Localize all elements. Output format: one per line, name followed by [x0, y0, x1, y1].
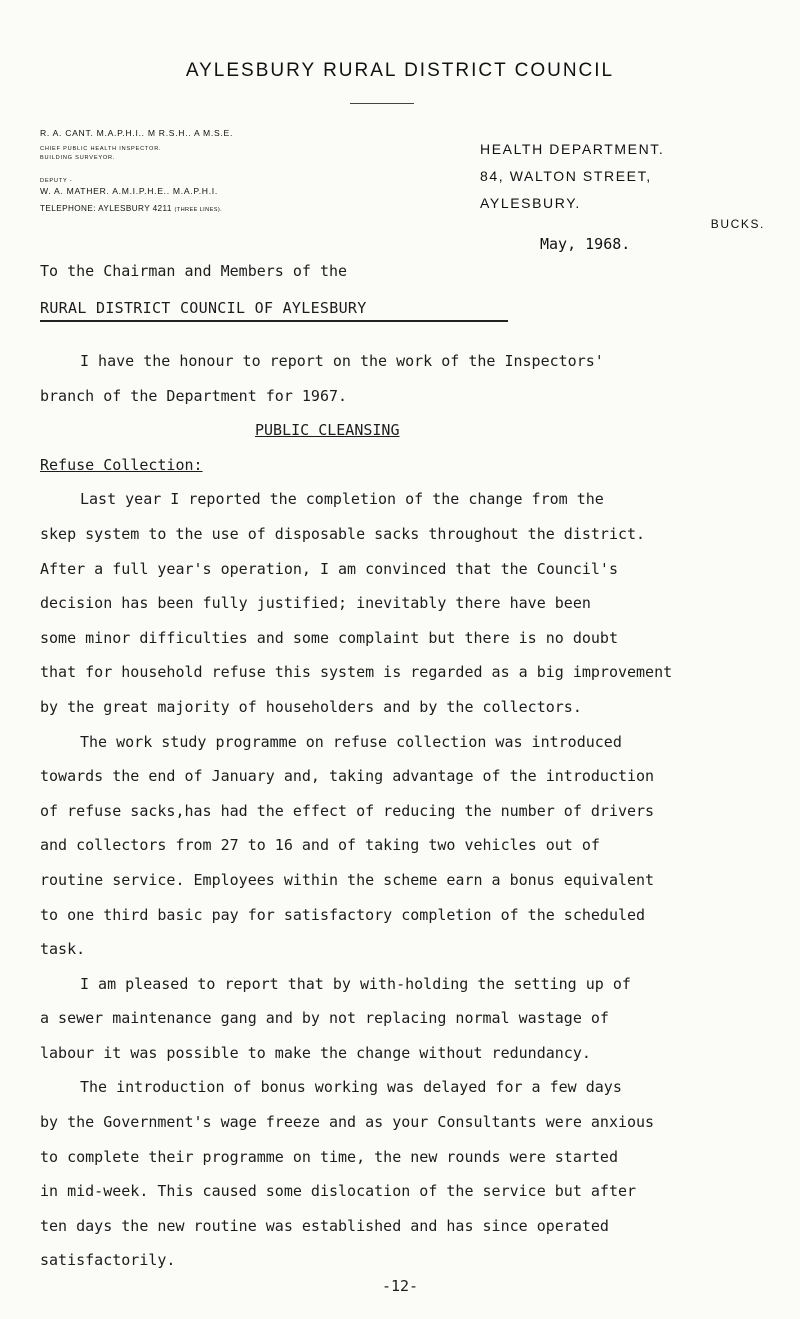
addressee-underline [40, 320, 508, 322]
title-rule [350, 103, 414, 104]
town-name: AYLESBURY. [480, 195, 581, 211]
officer-name: R. A. CANT. M.A.P.H.I.. M R.S.H.. A M.S.E. [40, 128, 234, 138]
telephone-number: TELEPHONE: AYLESBURY 4211 [40, 204, 172, 213]
paragraph-line: After a full year's operation, I am convinced that the Council's [40, 559, 618, 578]
paragraph-line: by the great majority of householders and by the collectors. [40, 697, 582, 716]
paragraph-line: decision has been fully justified; inevitably there have been [40, 594, 591, 613]
letter-date: May, 1968. [540, 235, 631, 253]
telephone-line [40, 204, 233, 213]
intro-line: I have the honour to report on the work of the Inspectors' [80, 352, 604, 370]
telephone-note: (THREE LINES). [174, 207, 223, 213]
council-title: AYLESBURY RURAL DISTRICT COUNCIL [185, 60, 615, 81]
paragraph-line: a sewer maintenance gang and by not replacing normal wastage of [40, 1009, 609, 1028]
paragraph-line: to complete their programme on time, the new rounds were started [40, 1147, 618, 1166]
paragraph-line: that for household refuse this system is regarded as a big improvement [40, 663, 673, 682]
paragraph-line: satisfactorily. [40, 1251, 176, 1270]
paragraph-line: Last year I reported the completion of the change from the [80, 490, 604, 509]
paragraph-line: in mid-week. This caused some dislocation of the service but after [40, 1182, 637, 1201]
address-block [480, 136, 765, 255]
paragraph-line: ten days the new routine was established and has since operated [40, 1216, 609, 1235]
paragraph-line: skep system to the use of disposable sacks throughout the district. [40, 524, 646, 543]
paragraph-line: by the Government's wage freeze and as your Consultants were anxious [40, 1113, 655, 1132]
salutation-line: To the Chairman and Members of the [40, 262, 348, 280]
county-name: BUCKS. [710, 217, 765, 231]
paragraph-line: I am pleased to report that by with-holding the setting up of [80, 974, 631, 993]
deputy-label: DEPUTY - [40, 178, 73, 184]
paragraph-line: routine service. Employees within the scheme earn a bonus equivalent [40, 870, 655, 889]
department-name: HEALTH DEPARTMENT. [480, 141, 665, 157]
paragraph-line: The introduction of bonus working was delayed for a few days [80, 1078, 622, 1097]
paragraph-line: task. [40, 940, 86, 959]
street-address: 84, WALTON STREET, [480, 168, 652, 184]
section-heading: PUBLIC CLEANSING [255, 421, 400, 440]
paragraph-line: The work study programme on refuse collection was introduced [80, 732, 622, 751]
paragraph-line: and collectors from 27 to 16 and of taking two vehicles out of [40, 836, 600, 855]
paragraph-line: of refuse sacks,has had the effect of reducing the number of drivers [40, 801, 655, 820]
paragraph-line: towards the end of January and, taking advantage of the introduction [40, 767, 655, 786]
deputy-name: W. A. MATHER. A.M.I.P.H.E.. M.A.P.H.I. [40, 186, 218, 196]
paragraph-line: labour it was possible to make the change without redundancy. [40, 1043, 591, 1062]
report-body [40, 344, 800, 1278]
addressee: RURAL DISTRICT COUNCIL OF AYLESBURY [40, 299, 367, 317]
officer-role: CHIEF PUBLIC HEALTH INSPECTOR. [40, 146, 162, 152]
intro-line: branch of the Department for 1967. [40, 386, 348, 405]
paragraph-line: to one third basic pay for satisfactory completion of the scheduled [40, 905, 646, 924]
officer-role-secondary: BUILDING SURVEYOR. [40, 155, 116, 161]
page-number: -12- [381, 1277, 419, 1295]
paragraph-line: some minor difficulties and some complaint but there is no doubt [40, 628, 618, 647]
subheading: Refuse Collection: [40, 455, 203, 474]
officer-block [40, 128, 233, 213]
